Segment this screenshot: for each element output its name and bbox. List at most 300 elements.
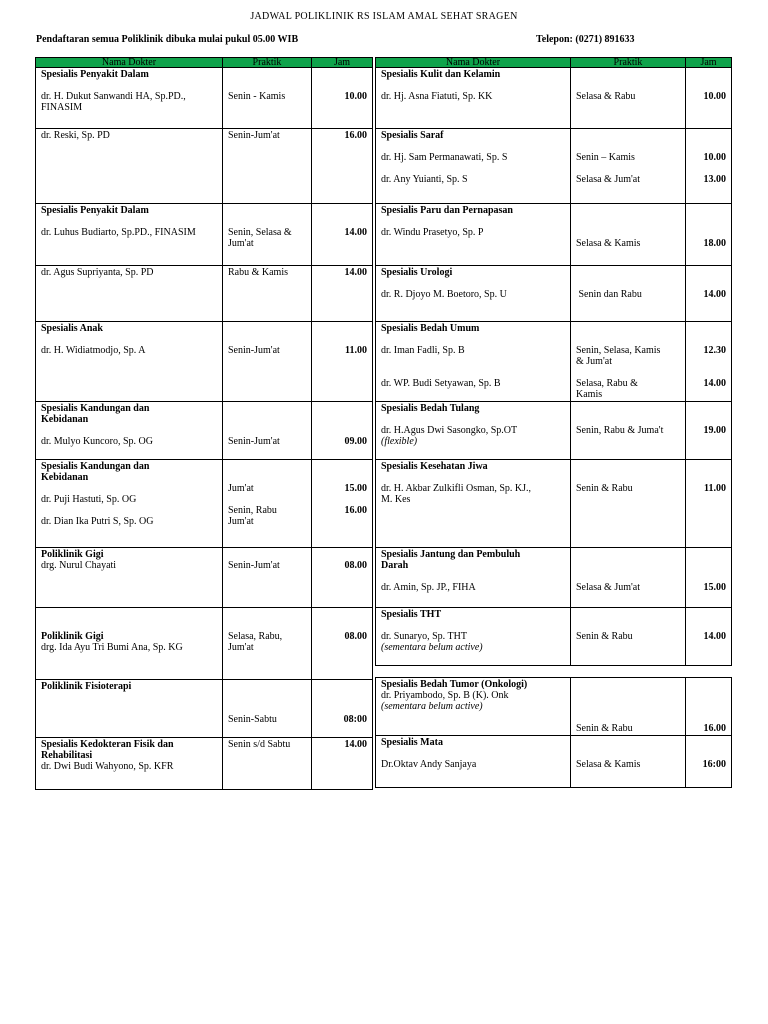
day-cell [223, 608, 312, 680]
cell-line: Darah [381, 560, 409, 571]
doctor-cell [36, 402, 223, 460]
table-header-row [376, 58, 732, 68]
table-row [376, 204, 732, 266]
cell-line: dr. Hj. Sam Permanawati, Sp. S [381, 152, 508, 163]
day-cell [223, 68, 312, 129]
cell-line: dr. Hj. Asna Fiatuti, Sp. KK [381, 91, 493, 102]
cell-line: dr. R. Djoyo M. Boetoro, Sp. U [381, 289, 507, 300]
cell-line [576, 679, 680, 690]
doctor-cell [376, 322, 571, 402]
day-cell [571, 322, 686, 402]
cell-line: 12.30 [703, 345, 726, 356]
cell-line: Spesialis Bedah Umum [381, 323, 480, 334]
cell-line [576, 472, 680, 483]
cell-line: dr. H. Dukut Sanwandi HA, Sp.PD., [41, 91, 186, 102]
cell-line: Spesialis Mata [381, 737, 443, 748]
cell-line [576, 560, 680, 571]
page-title: JADWAL POLIKLINIK RS ISLAM AMAL SEHAT SRAGEN [250, 11, 518, 22]
time-cell [312, 548, 373, 608]
cell-line: Spesialis Anak [41, 323, 103, 334]
time-cell [312, 680, 373, 738]
cell-line: FINASIM [41, 102, 83, 113]
cell-line [576, 690, 680, 701]
cell-line: Spesialis Kesehatan Jiwa [381, 461, 488, 472]
time-cell [312, 402, 373, 460]
cell-line: Senin, Selasa, Kamis [576, 345, 661, 356]
cell-line: Spesialis Kandungan dan [41, 403, 150, 414]
table-row [376, 548, 732, 608]
cell-line: 14.00 [344, 267, 367, 278]
cell-line [576, 205, 680, 216]
cell-line [381, 620, 565, 631]
doctor-cell [376, 678, 571, 736]
table-row [376, 129, 732, 204]
doctor-cell [376, 266, 571, 322]
cell-line [691, 712, 726, 723]
doctor-cell [36, 68, 223, 129]
cell-line [317, 80, 367, 91]
time-cell [686, 736, 732, 788]
table-row [376, 266, 732, 322]
cell-line [381, 278, 565, 289]
day-cell [571, 68, 686, 129]
cell-line: Spesialis Saraf [381, 130, 444, 141]
cell-line: Poliklinik Fisioterapi [41, 681, 132, 692]
cell-line: Jum'at [228, 516, 254, 527]
cell-line [691, 367, 726, 378]
cell-line [576, 130, 680, 141]
cell-line [317, 620, 367, 631]
cell-line [691, 205, 726, 216]
cell-line: Selasa, Rabu & [576, 378, 638, 389]
day-cell [223, 266, 312, 322]
cell-line: Senin dan Rabu [576, 289, 642, 300]
cell-line [317, 609, 367, 620]
cell-line: Senin - Kamis [228, 91, 286, 102]
header-time: Jam [312, 58, 373, 68]
cell-line: Senin, Selasa & [228, 227, 292, 238]
cell-line: dr. Mulyo Kuncoro, Sp. OG [41, 436, 153, 447]
cell-line [381, 356, 565, 367]
cell-line: Spesialis Kandungan dan [41, 461, 150, 472]
cell-line [576, 227, 680, 238]
day-cell [223, 402, 312, 460]
cell-line [228, 323, 306, 334]
cell-line: 16.00 [344, 505, 367, 516]
cell-line [317, 69, 367, 80]
table-row [376, 322, 732, 402]
cell-line: Selasa & Jum'at [576, 582, 641, 593]
cell-line: dr. Puji Hastuti, Sp. OG [41, 494, 137, 505]
cell-line [576, 367, 680, 378]
cell-line [691, 141, 726, 152]
cell-line [576, 414, 680, 425]
cell-line [576, 571, 680, 582]
cell-line [317, 205, 367, 216]
cell-line [228, 205, 306, 216]
cell-line: Poliklinik Gigi [41, 549, 104, 560]
day-cell [571, 460, 686, 548]
cell-line [691, 461, 726, 472]
cell-line: Spesialis THT [381, 609, 442, 620]
cell-line [317, 681, 367, 692]
doctor-cell [36, 608, 223, 680]
time-cell [686, 266, 732, 322]
cell-line: Senin & Rabu [576, 723, 633, 734]
cell-line: 11.00 [704, 483, 726, 494]
cell-line [576, 69, 680, 80]
cell-line [228, 425, 306, 436]
cell-line [41, 483, 217, 494]
cell-line: 14.00 [344, 739, 367, 750]
time-cell [686, 322, 732, 402]
cell-line [228, 494, 306, 505]
cell-line: dr. H. Widiatmodjo, Sp. A [41, 345, 146, 356]
cell-line: (flexible) [381, 436, 418, 447]
cell-line [691, 609, 726, 620]
cell-line [228, 620, 306, 631]
doctor-cell [36, 738, 223, 790]
day-cell [223, 548, 312, 608]
cell-line [691, 472, 726, 483]
time-cell [686, 548, 732, 608]
doctor-cell [36, 266, 223, 322]
cell-line [381, 472, 565, 483]
table-row [36, 322, 373, 402]
cell-line [317, 216, 367, 227]
cell-line [691, 163, 726, 174]
cell-line: Senin-Jum'at [228, 436, 280, 447]
cell-line: Spesialis Penyakit Dalam [41, 69, 149, 80]
cell-line: 14.00 [344, 227, 367, 238]
time-cell [312, 608, 373, 680]
cell-line [576, 701, 680, 712]
schedule-table-right [375, 57, 732, 788]
cell-line [576, 620, 680, 631]
cell-line: Senin-Sabtu [228, 714, 277, 725]
time-cell [686, 402, 732, 460]
time-cell [686, 460, 732, 548]
table-row [36, 680, 373, 738]
cell-line: Selasa & Rabu [576, 91, 636, 102]
cell-line: 14.00 [703, 378, 726, 389]
cell-line: Dr.Oktav Andy Sanjaya [381, 759, 477, 770]
day-cell [571, 129, 686, 204]
cell-line [691, 679, 726, 690]
doctor-cell [36, 322, 223, 402]
cell-line [691, 334, 726, 345]
day-cell [223, 322, 312, 402]
cell-line: 11.00 [345, 345, 367, 356]
day-cell [223, 129, 312, 204]
cell-line: Senin s/d Sabtu [228, 739, 291, 750]
cell-line [41, 80, 217, 91]
table-row [36, 129, 373, 204]
time-cell [686, 678, 732, 736]
cell-line: Senin-Jum'at [228, 130, 280, 141]
cell-line [576, 609, 680, 620]
cell-line: dr. Priyambodo, Sp. B (K). Onk [381, 690, 509, 701]
doctor-cell [36, 680, 223, 738]
table-row [376, 736, 732, 788]
doctor-cell [376, 204, 571, 266]
cell-line [381, 141, 565, 152]
cell-line: dr. H. Akbar Zulkifli Osman, Sp. KJ., [381, 483, 531, 494]
cell-line [228, 414, 306, 425]
schedule-table-left [35, 57, 373, 790]
cell-line [576, 461, 680, 472]
cell-line: drg. Ida Ayu Tri Bumi Ana, Sp. KG [41, 642, 183, 653]
cell-line [576, 549, 680, 560]
table-row [36, 738, 373, 790]
doctor-cell [376, 402, 571, 460]
cell-line: Spesialis Bedah Tumor (Onkologi) [381, 679, 528, 690]
cell-line [691, 701, 726, 712]
cell-line [576, 80, 680, 91]
cell-line [228, 216, 306, 227]
cell-line: Rehabilitasi [41, 750, 93, 761]
day-cell [571, 204, 686, 266]
cell-line [381, 367, 565, 378]
cell-line [228, 549, 306, 560]
cell-line: Senin & Rabu [576, 631, 633, 642]
cell-line: dr. WP. Budi Setyawan, Sp. B [381, 378, 501, 389]
cell-line [228, 609, 306, 620]
cell-line [317, 461, 367, 472]
header-doctor: Nama Dokter [376, 58, 571, 68]
cell-line: 10.00 [703, 91, 726, 102]
cell-line [317, 692, 367, 703]
table-row [36, 548, 373, 608]
cell-line: Selasa & Kamis [576, 238, 641, 249]
doctor-cell [376, 129, 571, 204]
doctor-cell [36, 460, 223, 548]
cell-line [576, 334, 680, 345]
table-row [36, 608, 373, 680]
cell-line [41, 216, 217, 227]
cell-line: M. Kes [381, 494, 411, 505]
cell-line [691, 69, 726, 80]
cell-line: 08.00 [344, 560, 367, 571]
doctor-cell [376, 460, 571, 548]
cell-line [228, 472, 306, 483]
cell-line [228, 703, 306, 714]
cell-line: Senin, Rabu [228, 505, 277, 516]
cell-line: Senin & Rabu [576, 483, 633, 494]
doctor-cell [376, 736, 571, 788]
cell-line [228, 461, 306, 472]
header-day: Praktik [223, 58, 312, 68]
day-cell [571, 548, 686, 608]
cell-line: Selasa & Kamis [576, 759, 641, 770]
cell-line: 19.00 [703, 425, 726, 436]
cell-line: 08.00 [344, 631, 367, 642]
header-day: Praktik [571, 58, 686, 68]
cell-line [317, 334, 367, 345]
cell-line: Spesialis Urologi [381, 267, 453, 278]
cell-line [317, 494, 367, 505]
cell-line: dr. Agus Supriyanta, Sp. PD [41, 267, 154, 278]
telephone-number: Telepon: (0271) 891633 [536, 34, 635, 45]
cell-line: Spesialis Jantung dan Pembuluh [381, 549, 521, 560]
cell-line: dr. Dwi Budi Wahyono, Sp. KFR [41, 761, 174, 772]
cell-line [41, 334, 217, 345]
cell-line [691, 560, 726, 571]
cell-line [576, 278, 680, 289]
cell-line: 16.00 [344, 130, 367, 141]
cell-line [381, 163, 565, 174]
cell-line [228, 692, 306, 703]
cell-line [317, 549, 367, 560]
cell-line [691, 80, 726, 91]
cell-line [576, 323, 680, 334]
cell-line [691, 403, 726, 414]
time-cell [312, 204, 373, 266]
day-cell [571, 736, 686, 788]
day-cell [223, 680, 312, 738]
cell-line [317, 472, 367, 483]
table-row [36, 266, 373, 322]
cell-line: 16.00 [703, 723, 726, 734]
cell-line [41, 609, 217, 620]
cell-line: Jum'at [228, 483, 254, 494]
cell-line: 15.00 [703, 582, 726, 593]
day-cell [571, 678, 686, 736]
cell-line: 16:00 [702, 759, 726, 770]
cell-line: dr. Dian Ika Putri S, Sp. OG [41, 516, 154, 527]
cell-line [381, 80, 565, 91]
table-row [36, 204, 373, 266]
cell-line [317, 403, 367, 414]
time-cell [312, 68, 373, 129]
time-cell [312, 129, 373, 204]
cell-line [691, 620, 726, 631]
cell-line [228, 334, 306, 345]
cell-line [691, 571, 726, 582]
cell-line [317, 414, 367, 425]
doctor-cell [36, 204, 223, 266]
cell-line: dr. Reski, Sp. PD [41, 130, 110, 141]
cell-line [691, 549, 726, 560]
cell-line: 09.00 [344, 436, 367, 447]
cell-line [576, 737, 680, 748]
cell-line [691, 748, 726, 759]
cell-line: Selasa, Rabu, [228, 631, 283, 642]
cell-line [41, 620, 217, 631]
cell-line [381, 334, 565, 345]
cell-line: 15.00 [344, 483, 367, 494]
table-spacer-row [376, 666, 732, 678]
header-doctor: Nama Dokter [36, 58, 223, 68]
table-header-row [36, 58, 373, 68]
cell-line: dr. Sunaryo, Sp. THT [381, 631, 467, 642]
table-row [36, 460, 373, 548]
time-cell [312, 460, 373, 548]
cell-line: & Jum'at [576, 356, 612, 367]
time-cell [312, 322, 373, 402]
cell-line [691, 323, 726, 334]
cell-line: dr. Amin, Sp. JP., FIHA [381, 582, 476, 593]
cell-line: Kebidanan [41, 472, 89, 483]
cell-line: Selasa & Jum'at [576, 174, 641, 185]
day-cell [571, 266, 686, 322]
cell-line [576, 216, 680, 227]
cell-line [576, 712, 680, 723]
cell-line: Spesialis Penyakit Dalam [41, 205, 149, 216]
cell-line: dr. H.Agus Dwi Sasongko, Sp.OT [381, 425, 518, 436]
cell-line [691, 130, 726, 141]
table-row [376, 460, 732, 548]
day-cell [223, 738, 312, 790]
cell-line [576, 748, 680, 759]
cell-line [317, 323, 367, 334]
cell-line: dr. Any Yuianti, Sp. S [381, 174, 468, 185]
cell-line: 14.00 [703, 631, 726, 642]
cell-line: Senin-Jum'at [228, 345, 280, 356]
cell-line: (sementara belum active) [381, 701, 483, 712]
table-row [376, 68, 732, 129]
time-cell [312, 266, 373, 322]
cell-line: Jum'at [228, 642, 254, 653]
cell-line [576, 403, 680, 414]
cell-line: Spesialis Kedokteran Fisik dan [41, 739, 174, 750]
doctor-cell [36, 129, 223, 204]
cell-line [691, 216, 726, 227]
day-cell [571, 608, 686, 666]
cell-line: drg. Nurul Chayati [41, 560, 117, 571]
cell-line: Jum'at [228, 238, 254, 249]
day-cell [223, 460, 312, 548]
cell-line [576, 141, 680, 152]
cell-line [576, 163, 680, 174]
time-cell [686, 608, 732, 666]
cell-line [41, 425, 217, 436]
cell-line [381, 748, 565, 759]
time-cell [686, 204, 732, 266]
day-cell [571, 402, 686, 460]
cell-line [691, 227, 726, 238]
cell-line: 10.00 [703, 152, 726, 163]
table-row [36, 68, 373, 129]
cell-line: Spesialis Paru dan Pernapasan [381, 205, 513, 216]
doctor-cell [376, 548, 571, 608]
cell-line: dr. Iman Fadli, Sp. B [381, 345, 465, 356]
cell-line: 13.00 [703, 174, 726, 185]
cell-line: dr. Luhus Budiarto, Sp.PD., FINASIM [41, 227, 196, 238]
time-cell [686, 68, 732, 129]
time-cell [686, 129, 732, 204]
cell-line: Spesialis Kulit dan Kelamin [381, 69, 501, 80]
cell-line: Spesialis Bedah Tulang [381, 403, 480, 414]
cell-line [228, 80, 306, 91]
registration-note: Pendaftaran semua Poliklinik dibuka mulai pukul 05.00 WIB [36, 34, 299, 45]
cell-line: 18.00 [703, 238, 726, 249]
cell-line: dr. Windu Prasetyo, Sp. P [381, 227, 484, 238]
cell-line [381, 216, 565, 227]
cell-line: Kebidanan [41, 414, 89, 425]
doctor-cell [376, 608, 571, 666]
cell-line [576, 267, 680, 278]
time-cell [312, 738, 373, 790]
cell-line [317, 425, 367, 436]
table-row [376, 608, 732, 666]
cell-line [317, 703, 367, 714]
cell-line [691, 414, 726, 425]
cell-line [691, 356, 726, 367]
cell-line: Poliklinik Gigi [41, 631, 104, 642]
cell-line [691, 278, 726, 289]
cell-line: 14.00 [703, 289, 726, 300]
